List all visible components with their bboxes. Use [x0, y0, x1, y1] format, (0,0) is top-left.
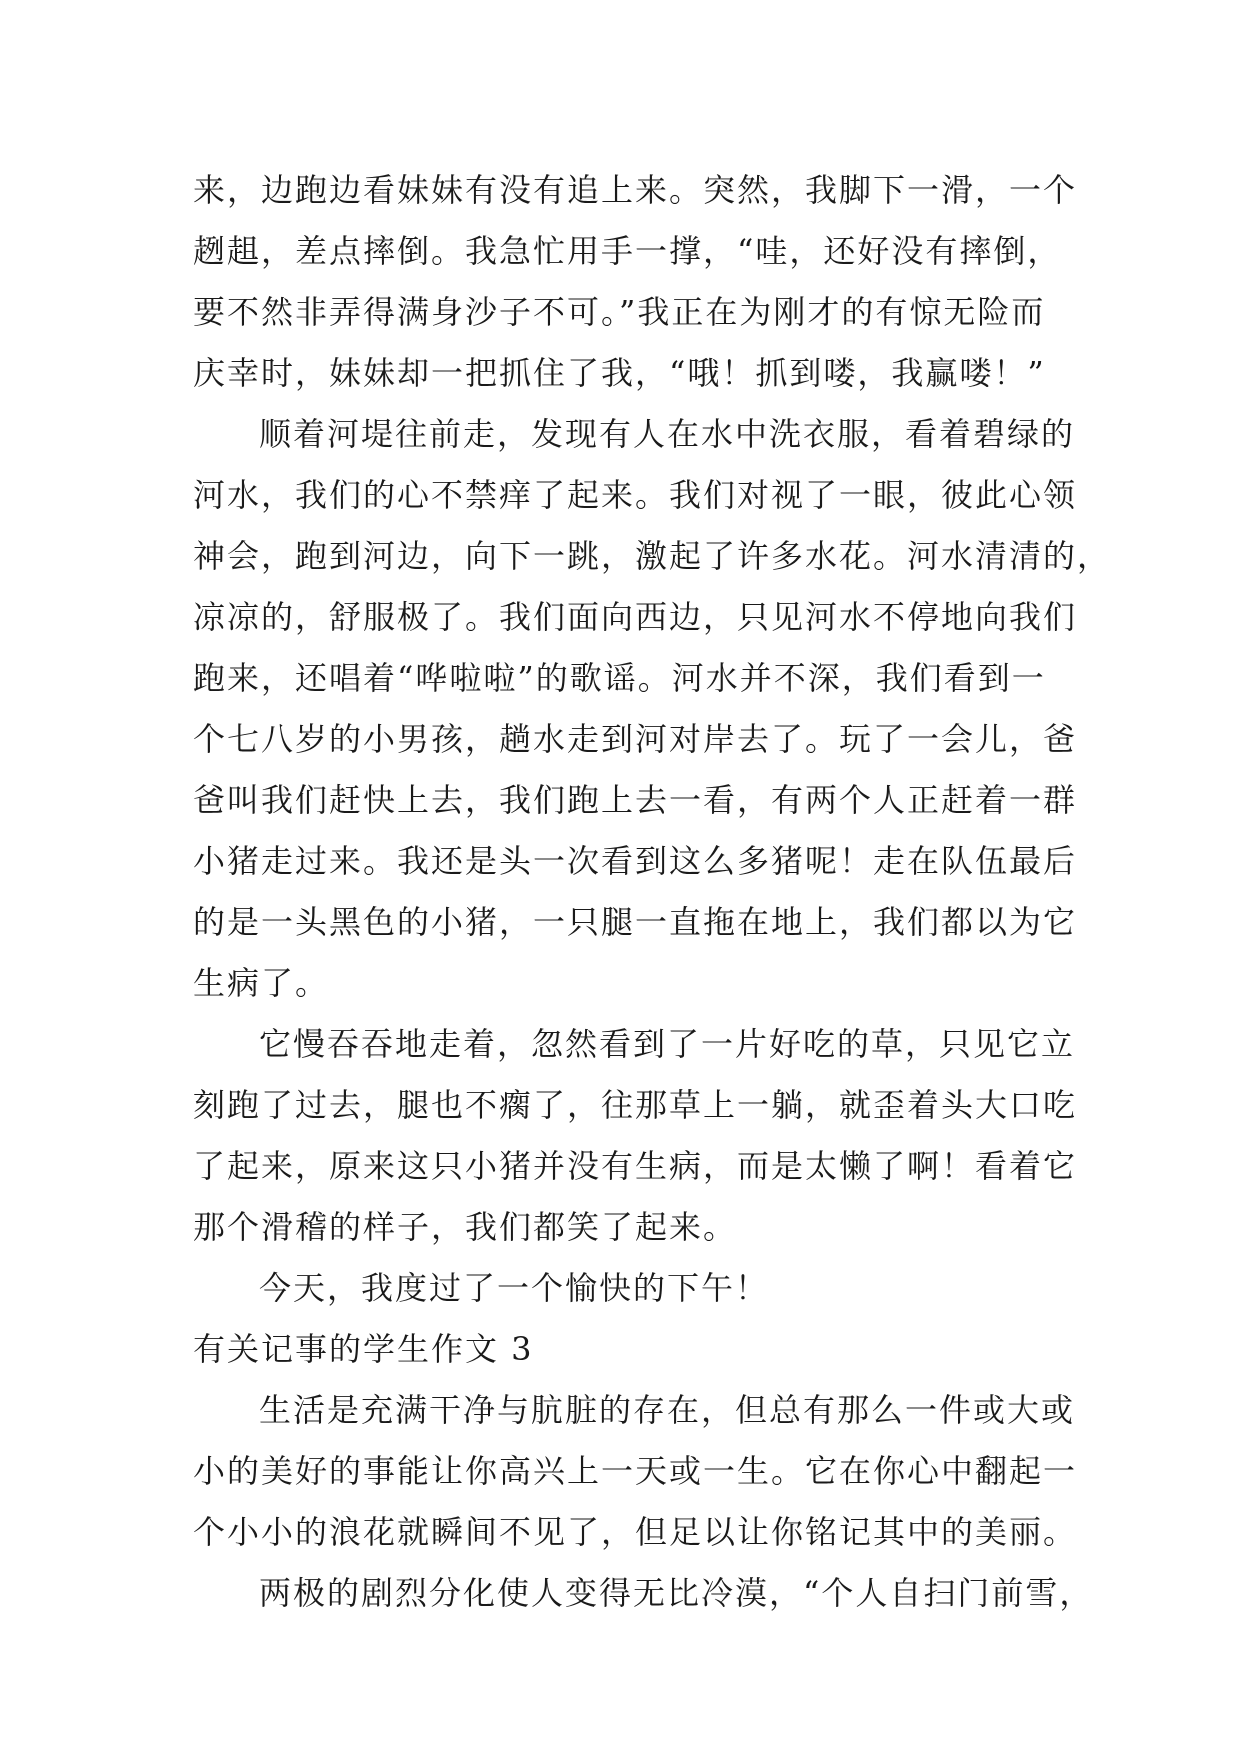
text-line-23: 个小小的浪花就瞬间不见了，但足以让你铭记其中的美丽。 [193, 1513, 1078, 1551]
text-line-21: 生活是充满干净与肮脏的存在，但总有那么一件或大或 [259, 1391, 1076, 1429]
text-line-14: 生病了。 [193, 964, 330, 1002]
text-line-7: 神会，跑到河边，向下一跳，激起了许多水花。河水清清的， [193, 537, 1112, 575]
text-line-22: 小的美好的事能让你高兴上一天或一生。它在你心中翻起一 [193, 1452, 1078, 1490]
text-line-13: 的是一头黑色的小猪，一只腿一直拖在地上，我们都以为它 [193, 903, 1078, 941]
text-line-5: 顺着河堤往前走，发现有人在水中洗衣服，看着碧绿的 [259, 415, 1076, 453]
text-line-17: 了起来，原来这只小猪并没有生病，而是太懒了啊！看着它 [193, 1147, 1078, 1185]
text-line-1: 来，边跑边看妹妹有没有追上来。突然，我脚下一滑，一个 [193, 171, 1078, 209]
text-line-6: 河水，我们的心不禁痒了起来。我们对视了一眼，彼此心领 [193, 476, 1078, 514]
text-line-3: 要不然非弄得满身沙子不可。”我正在为刚才的有惊无险而 [193, 293, 1046, 331]
text-line-16: 刻跑了过去，腿也不瘸了，往那草上一躺，就歪着头大口吃 [193, 1086, 1078, 1124]
text-line-4: 庆幸时，妹妹却一把抓住了我，“哦！抓到喽，我赢喽！” [193, 354, 1046, 392]
text-line-2: 趔趄，差点摔倒。我急忙用手一撑，“哇，还好没有摔倒， [193, 232, 1062, 270]
text-line-11: 爸叫我们赶快上去，我们跑上去一看，有两个人正赶着一群 [193, 781, 1078, 819]
text-line-8: 凉凉的，舒服极了。我们面向西边，只见河水不停地向我们 [193, 598, 1078, 636]
text-line-24: 两极的剧烈分化使人变得无比冷漠，“个人自扫门前雪， [259, 1574, 1094, 1612]
text-line-10: 个七八岁的小男孩，趟水走到河对岸去了。玩了一会儿，爸 [193, 720, 1078, 758]
text-line-19: 今天，我度过了一个愉快的下午！ [259, 1269, 770, 1307]
essay-text [193, 160, 1112, 1624]
text-line-9: 跑来，还唱着“哗啦啦”的歌谣。河水并不深，我们看到一 [193, 659, 1046, 697]
text-line-15: 它慢吞吞地走着，忽然看到了一片好吃的草，只见它立 [259, 1025, 1076, 1063]
section-heading: 有关记事的学生作文 3 [193, 1330, 534, 1368]
text-line-18: 那个滑稽的样子，我们都笑了起来。 [193, 1208, 738, 1246]
text-line-12: 小猪走过来。我还是头一次看到这么多猪呢！走在队伍最后 [193, 842, 1078, 880]
